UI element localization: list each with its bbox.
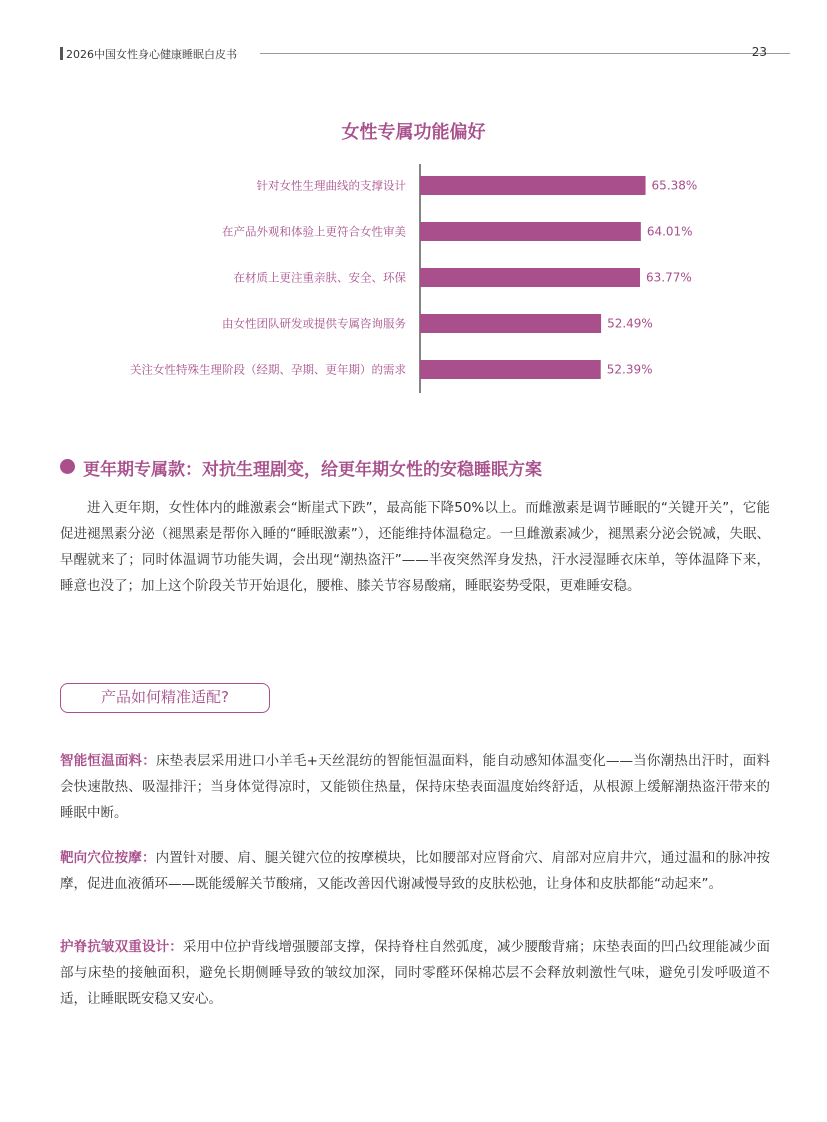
header-rule	[260, 53, 790, 54]
chart-bar	[420, 360, 601, 379]
feature-text: 床垫表层采用进口小羊毛+天丝混纺的智能恒温面料，能自动感知体温变化——当你潮热出汗时，面料会快速散热、吸湿排汗；当身体觉得凉时，又能锁住热量，保持床垫表面温度始终舒适，从根源上缓解潮热盗汗带来的睡眠中断。	[60, 753, 771, 821]
chart-value-label: 63.77%	[646, 270, 692, 285]
chart-category-label: 在产品外观和体验上更符合女性审美	[222, 224, 406, 239]
chart-value-label: 65.38%	[651, 178, 698, 193]
page-number: 23	[751, 45, 767, 59]
bullet-dot	[60, 459, 75, 474]
feature-label: 护脊抗皱双重设计：	[60, 939, 183, 955]
product-fit-pill: 产品如何精准适配?	[60, 683, 270, 713]
chart-bar	[420, 314, 601, 333]
document-title: 2026中国女性身心健康睡眠白皮书	[66, 48, 237, 61]
feature-acupoint-massage	[60, 845, 770, 897]
feature-text: 采用中位护背线增强腰部支撑，保持脊柱自然弧度，减少腰酸背痛；床垫表面的凹凸纹理能减少面部与床垫的接触面积，避免长期侧睡导致的皱纹加深，同时零醛环保棉芯层不会释放刺激性气味，避免引发呼吸道不适，让睡眠既安稳又安心。	[60, 939, 771, 1007]
feature-smart-fabric	[60, 748, 770, 826]
section-heading-text: 更年期专属款：对抗生理剧变，给更年期女性的安稳睡眠方案	[83, 460, 542, 480]
chart-bar	[420, 268, 640, 287]
header-marker	[60, 47, 63, 60]
chart-value-label: 64.01%	[646, 224, 693, 239]
feature-text: 内置针对腰、肩、腿关键穴位的按摩模块，比如腰部对应肾俞穴、肩部对应肩井穴，通过温和的脉冲按摩，促进血液循环——既能缓解关节酸痛，又能改善因代谢减慢导致的皮肤松弛，让身体和皮肤都能“动起来”。	[60, 850, 771, 892]
chart-category-label: 在材质上更注重亲肤、安全、环保	[233, 270, 406, 285]
chart-title: 女性专属功能偏好	[341, 122, 486, 143]
chart-category-label: 由女性团队研发或提供专属咨询服务	[222, 316, 406, 331]
bar-chart	[0, 160, 827, 400]
feature-label: 靶向穴位按摩：	[60, 850, 156, 866]
chart-bar	[420, 222, 641, 241]
page-header	[60, 44, 767, 64]
chart-value-label: 52.39%	[606, 362, 653, 377]
feature-spine-antiwrinkle	[60, 934, 770, 1012]
chart-bar	[420, 176, 646, 195]
chart-value-label: 52.49%	[607, 316, 653, 331]
intro-paragraph: 进入更年期，女性体内的雌激素会“断崖式下跌”，最高能下降50%以上。而雌激素是调节睡眠的“关键开关”，它能促进褪黑素分泌（褪黑素是帮你入睡的“睡眠激素”），还能维持体温稳定。一旦雌激素减少，褪黑素分泌会锐减，失眠、早醒就来了；同时体温调节功能失调，会出现“潮热盗汗”——半夜突然浑身发热，汗水浸湿睡衣床单，等体温降下来，睡意也没了；加上这个阶段关节开始退化，腰椎、膝关节容易酸痛，睡眠姿势受限，更难睡安稳。	[60, 500, 770, 594]
chart-category-label: 关注女性特殊生理阶段（经期、孕期、更年期）的需求	[130, 362, 406, 377]
feature-label: 智能恒温面料：	[60, 753, 156, 769]
chart-category-label: 针对女性生理曲线的支撑设计	[256, 178, 406, 193]
